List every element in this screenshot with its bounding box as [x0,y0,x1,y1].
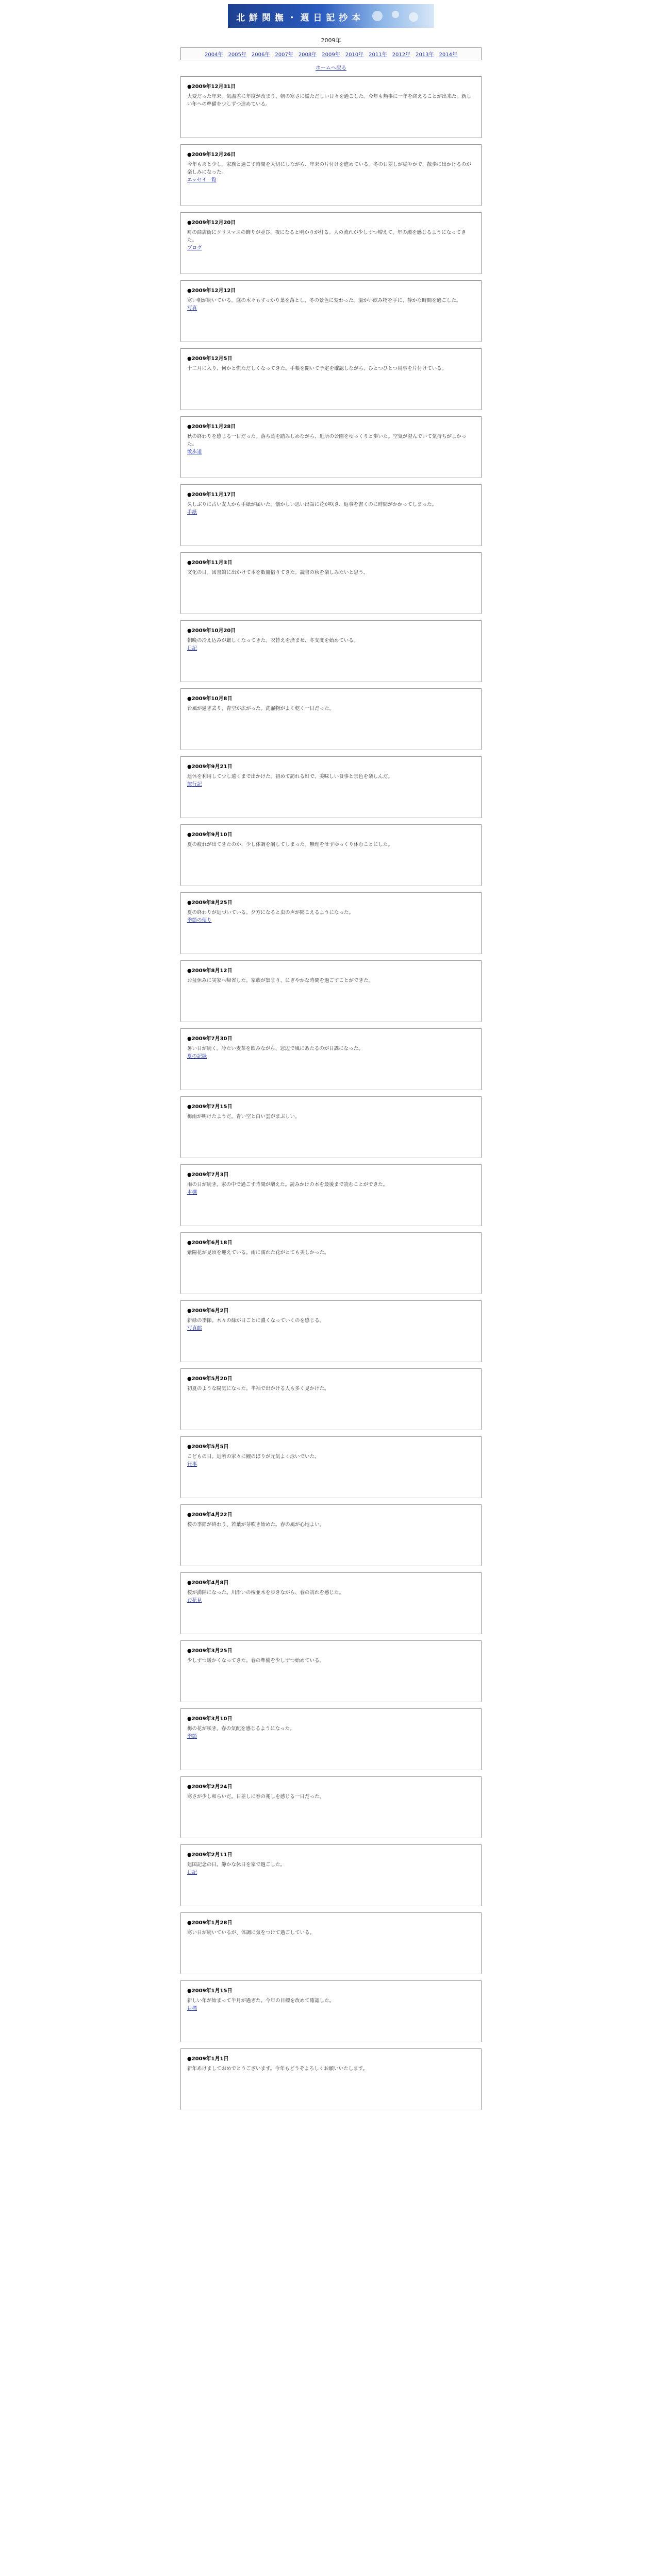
article-text [187,1793,475,1801]
article-date: ●2009年8月12日 [187,968,233,974]
article-text [187,773,475,788]
article-date: ●2009年6月2日 [187,1308,229,1314]
article-text [187,1657,475,1665]
page-content [180,31,482,2116]
article-body: 桜が満開になった。川沿いの桜並木を歩きながら、春の訪れを感じた。 [187,1590,344,1596]
article-body: 今年もあと少し。家族と過ごす時間を大切にしながら、年末の片付けを進めている。冬の日差しが穏やかで、散歩に出かけるのが楽しみになった。 [187,162,471,175]
article-link[interactable]: 散歩道 [187,449,202,455]
year-link[interactable]: 2014年 [439,52,457,58]
article [180,1844,482,1906]
article-link[interactable]: 日記 [187,1870,197,1875]
article [180,1028,482,1090]
article-body: 町の商店街にクリスマスの飾りが並び、夜になると明かりが灯る。人の流れが少しずつ増えて、年の瀬を感じるようになってきた。 [187,230,466,243]
article-link[interactable]: 季節の便り [187,918,212,923]
article-text [187,161,475,184]
article [180,1980,482,2042]
article [180,1776,482,1838]
article-text [187,501,475,516]
article [180,620,482,682]
article [180,1232,482,1294]
article-date: ●2009年11月3日 [187,560,233,566]
article [180,1164,482,1226]
article [180,484,482,546]
site-banner [228,4,434,28]
article-body: 少しずつ暖かくなってきた。春の準備を少しずつ始めている。 [187,1658,325,1664]
article-link[interactable]: 写真 [187,306,197,311]
article-link[interactable]: 行事 [187,1462,197,1467]
year-link[interactable]: 2010年 [345,52,364,58]
article-text [187,1045,475,1060]
article-text [187,1249,475,1257]
year-link[interactable]: 2004年 [205,52,223,58]
article-date: ●2009年12月20日 [187,220,236,226]
article-date: ●2009年8月25日 [187,900,233,906]
article-text [187,637,475,652]
article-date: ●2009年9月10日 [187,832,233,838]
article-date: ●2009年5月20日 [187,1376,233,1382]
banner-title: 北 鮮 関 撫 ・ 週 日 記 抄 本 [236,13,361,23]
article-text [187,93,475,108]
article-body: 雨の日が続き、家の中で過ごす時間が増えた。読みかけの本を最後まで読むことができた。 [187,1182,388,1188]
article-text [187,433,475,456]
article-body: 台風が過ぎ去り、青空が広がった。洗濯物がよく乾く一日だった。 [187,706,335,711]
article-text [187,1589,475,1604]
article-date: ●2009年11月17日 [187,492,236,498]
article-date: ●2009年4月8日 [187,1580,229,1586]
article-text [187,909,475,924]
article-body: 夏の疲れが出てきたのか、少し体調を崩してしまった。無理をせずゆっくり休むことにした。 [187,842,393,848]
article-text [187,365,475,372]
article [180,1368,482,1430]
article-link[interactable]: 本棚 [187,1190,197,1195]
article [180,1708,482,1770]
article-date: ●2009年6月18日 [187,1240,233,1246]
year-link[interactable]: 2006年 [251,52,270,58]
article-link[interactable]: 夏の記録 [187,1054,207,1059]
article [180,1096,482,1158]
article-date: ●2009年12月12日 [187,288,236,294]
article [180,688,482,750]
article-date: ●2009年10月8日 [187,696,233,702]
home-link[interactable]: ホームへ戻る [316,65,346,71]
article-text [187,569,475,577]
article-body: 久しぶりに古い友人から手紙が届いた。懐かしい思い出話に花が咲き、返事を書くのに時間がかかってしまった。 [187,502,437,507]
article [180,824,482,886]
article [180,416,482,478]
article-text [187,1453,475,1468]
home-link-wrap [180,63,482,71]
article [180,1572,482,1634]
article-body: 朝晩の冷え込みが厳しくなってきた。衣替えを済ませ、冬支度を始めている。 [187,638,359,643]
banner-decoration [367,8,429,24]
article [180,1912,482,1974]
article-body: 寒い朝が続いている。庭の木々もすっかり葉を落とし、冬の景色に変わった。温かい飲み物を手に、静かな時間を過ごした。 [187,298,461,303]
article-body: 梅の花が咲き、春の気配を感じるようになった。 [187,1726,295,1732]
article-body: 梅雨が明けたようだ。青い空と白い雲がまぶしい。 [187,1114,300,1120]
article-text [187,1997,475,2012]
article-date: ●2009年5月5日 [187,1444,229,1450]
article-body: 新しい年が始まって半月が過ぎた。今年の目標を改めて確認した。 [187,1998,335,2004]
article-link[interactable]: 旅行記 [187,782,202,787]
article-date: ●2009年10月20日 [187,628,236,634]
article-date: ●2009年3月25日 [187,1648,233,1654]
article [180,1504,482,1566]
year-navigation [180,47,482,60]
article-date: ●2009年7月30日 [187,1036,233,1042]
article [180,756,482,818]
article-date: ●2009年12月5日 [187,356,233,362]
article-body: 大変だった年末。気温差に年度が改まり、朝の寒さに慌ただしい日々を過ごした。今年も無事に一年を終えることが出来た。新しい年への準備を少しずつ進めている。 [187,94,472,107]
article-date: ●2009年1月15日 [187,1988,233,1994]
article-date: ●2009年7月3日 [187,1172,229,1178]
article-text [187,1861,475,1876]
article-text [187,841,475,849]
article-date: ●2009年3月10日 [187,1716,233,1722]
article-date: ●2009年1月28日 [187,1920,233,1926]
year-title: 2009年 [321,37,341,44]
article [180,552,482,614]
year-link[interactable]: 2013年 [416,52,434,58]
article-text [187,1181,475,1196]
article-body: 寒さが少し和らいだ。日差しに春の兆しを感じる一日だった。 [187,1794,325,1800]
article-list [180,76,482,2110]
article-link[interactable]: 目標 [187,2006,197,2011]
article-date: ●2009年12月26日 [187,152,236,158]
article-body: 秋の終わりを感じる一日だった。落ち葉を踏みしめながら、近所の公園をゆっくりと歩いた。空気が澄んでいて気持ちがよかった。 [187,434,467,447]
article-body: 新年あけましておめでとうございます。今年もどうぞよろしくお願いいたします。 [187,2066,368,2072]
article [180,2048,482,2110]
article-link[interactable]: エッセイ一覧 [187,177,217,183]
article [180,76,482,138]
article-body: 初夏のような陽気になった。半袖で出かける人も多く見かけた。 [187,1386,329,1392]
article-link[interactable]: 写真館 [187,1326,202,1331]
article [180,212,482,274]
year-link[interactable]: 2007年 [275,52,293,58]
year-link[interactable]: 2005年 [228,52,246,58]
article-text [187,1521,475,1529]
article-body: 新緑の季節。木々の緑が日ごとに濃くなっていくのを感じる。 [187,1318,325,1324]
article [180,144,482,206]
article-date: ●2009年4月22日 [187,1512,233,1518]
article-text [187,1725,475,1740]
article-body: 紫陽花が見頃を迎えている。雨に濡れた花がとても美しかった。 [187,1250,329,1256]
article-body: 寒い日が続いているが、体調に気をつけて過ごしている。 [187,1930,315,1936]
article-link[interactable]: ブログ [187,245,202,251]
article-date: ●2009年12月31日 [187,84,236,90]
article-link[interactable]: 季節 [187,1734,197,1739]
article-body: 十二月に入り、何かと慌ただしくなってきた。手帳を開いて予定を確認しながら、ひとつひとつ用事を片付けている。 [187,366,447,371]
year-link[interactable]: 2008年 [298,52,317,58]
article [180,1640,482,1702]
article-body: お盆休みに実家へ帰省した。家族が集まり、にぎやかな時間を過ごすことができた。 [187,978,374,984]
article-link[interactable]: お花見 [187,1598,202,1603]
year-link[interactable]: 2009年 [322,52,340,58]
article-text [187,1385,475,1393]
article [180,280,482,342]
article-text [187,1317,475,1332]
article-text [187,1929,475,1937]
article-date: ●2009年2月11日 [187,1852,233,1858]
article-date: ●2009年7月15日 [187,1104,233,1110]
article [180,1436,482,1498]
article-body: 夏の終わりが近づいている。夕方になると虫の声が聞こえるようになった。 [187,910,354,916]
article-body: 暑い日が続く。冷たい麦茶を飲みながら、窓辺で風にあたるのが日課になった。 [187,1046,363,1052]
article-text [187,2065,475,2073]
year-link[interactable]: 2012年 [392,52,411,58]
article [180,960,482,1022]
article-text [187,297,475,312]
article-body: 建国記念の日。静かな休日を家で過ごした。 [187,1862,286,1868]
article-date: ●2009年1月1日 [187,2056,229,2062]
article-date: ●2009年11月28日 [187,424,236,430]
article-text [187,229,475,252]
article-body: 桜の季節が終わり、若葉が芽吹き始めた。春の風が心地よい。 [187,1522,325,1528]
article-text [187,705,475,713]
article-body: 文化の日。図書館に出かけて本を数冊借りてきた。読書の秋を楽しみたいと思う。 [187,570,369,575]
article [180,1300,482,1362]
article-date: ●2009年9月21日 [187,764,233,770]
article-text [187,977,475,985]
year-link[interactable]: 2011年 [369,52,387,58]
article-link[interactable]: 手紙 [187,510,197,515]
article-body: こどもの日。近所の家々に鯉のぼりが元気よく泳いでいた。 [187,1454,320,1460]
article-link[interactable]: 日記 [187,646,197,651]
article [180,348,482,410]
article [180,892,482,954]
article-body: 連休を利用して少し遠くまで出かけた。初めて訪れる町で、美味しい食事と景色を楽しんだ。 [187,774,393,779]
article-text [187,1113,475,1121]
article-date: ●2009年2月24日 [187,1784,233,1790]
